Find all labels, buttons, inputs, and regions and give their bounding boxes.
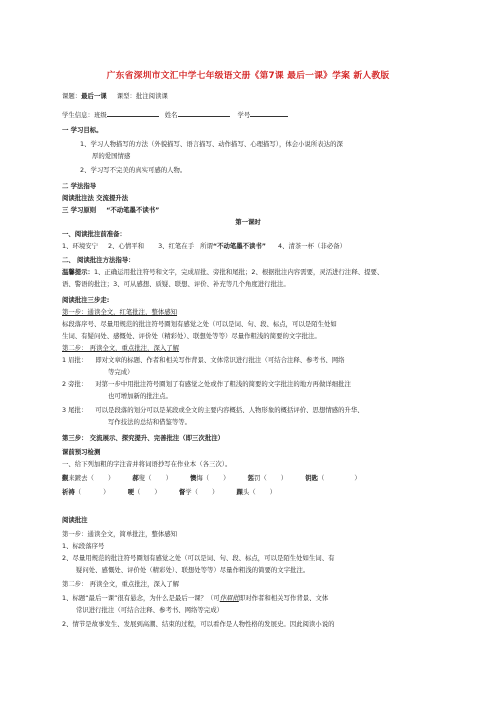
prep-item-4: 4、清茶一杯（非必备）	[278, 242, 346, 250]
review-3	[62, 406, 364, 414]
pinyin-item	[62, 488, 110, 496]
word-rest: 头（	[242, 488, 256, 496]
paren-close: ）	[223, 474, 230, 482]
reading-q1-emph: 作眉批	[219, 594, 239, 602]
reading-heading: 阅读批注	[62, 516, 88, 524]
class-label: 班级	[93, 111, 107, 119]
review-1	[62, 356, 345, 364]
prep-item-1: 1、环境安宁	[62, 242, 99, 250]
word-bold: 督	[178, 488, 186, 496]
word-rest: 来踱去（	[68, 474, 94, 482]
reading-step-1-a: 1、标段落序号	[62, 542, 105, 550]
section-principle-line	[62, 206, 159, 214]
preview-heading: 课前预习检测	[62, 448, 101, 456]
tip-line-2: 语、警语的批注；3、可从感想、质疑、联想、评价、补充等几个角度进行批注。	[62, 280, 290, 288]
pinyin-row-1	[62, 474, 361, 482]
section-principle-heading: 三 学习原则	[62, 206, 97, 214]
name-field[interactable]	[178, 110, 230, 117]
word-bold: 哽	[127, 488, 134, 496]
student-info-label: 学生信息：	[62, 111, 94, 119]
reading-q1	[62, 594, 328, 602]
step-1-line-b: 生词、有疑问处、感慨处、评价处（精彩处）、联想处等等）尽量作粗浅的简要的文字批注。	[62, 332, 321, 340]
step-1-line-a: 标段落序号、尽量用规范的批注符号圈划有感觉之处（可以是词、句、段、标点，可以是陌生处如	[62, 320, 337, 328]
reading-q1-text-a: 1、标题“最后一课”很有悬念，为什么是最后一课？（可	[62, 594, 220, 602]
step-1: 第一步：通读全文，红笔批注，整体感知	[62, 308, 178, 316]
review-2-text-b: 也可增加新的批注点。	[108, 392, 172, 400]
word-bold: 踝	[236, 488, 243, 496]
word-bold: 觐	[62, 474, 69, 482]
lesson-name: 最后一课	[81, 92, 107, 100]
tip-line-1	[62, 268, 383, 276]
tip-label: 温馨提示：	[62, 268, 94, 276]
name-label: 姓名	[164, 111, 178, 119]
prep-saying-label: 所谓	[200, 242, 213, 250]
paren-close: ）	[212, 488, 219, 496]
paren-close: ）	[280, 474, 288, 482]
goal-1-line-b: 厚的爱国情感	[92, 152, 131, 160]
student-info-line	[62, 110, 288, 119]
reading-step-1-b: 2、尽量用规范的批注符号圈划有感觉之处（可以是词、句、段、标点，可以是陌生处如生词、有	[62, 554, 335, 562]
prep-saying: “不动笔墨不读书”	[212, 242, 267, 250]
pinyin-item	[248, 474, 288, 482]
paren-close: ）	[354, 474, 361, 482]
prep-heading: 一、阅读批注前准备：	[62, 230, 126, 238]
word-rest: 悔（	[196, 474, 210, 482]
word-rest: 叟（	[138, 474, 152, 482]
review-2-label: 2 旁批：	[62, 380, 88, 388]
number-field[interactable]	[250, 110, 288, 117]
reading-step-1: 第一步：通读全文，简单批注，整体感知	[62, 530, 178, 538]
preview-question: 一、给下列加粗的字注音并将词语抄写在作业本（各三次）。	[62, 460, 232, 468]
word-bold: 郝	[132, 474, 139, 482]
method-heading: 二、 阅读批注方法指导：	[62, 256, 135, 264]
paren-close: ）	[103, 488, 110, 496]
step-3: 第三步： 交流展示、探究提升、完善批注（即三次批注）	[62, 434, 224, 442]
reading-q2: 2、情节是故事发生、发展到高潮、结束的过程，可以看作是人物性格的发展史。因此阅读小说的	[62, 620, 335, 628]
word-rest: 学（	[185, 488, 198, 496]
review-1-label: 1 眉批：	[62, 356, 88, 364]
lesson-label: 课题：	[62, 92, 82, 100]
tip-text-1: 1、正确运用批注符号和文字，完成眉批、旁批和尾批；2、根据批注内容需要，灵活进行注释、提要、	[93, 268, 384, 276]
pinyin-item	[190, 474, 230, 482]
principle-quote: “不动笔墨不读书”	[106, 206, 160, 214]
document-title: 广东省深圳市文汇中学七年级语文册《第7课 最后一课》学案 新人教版	[106, 71, 390, 81]
number-label: 学号	[237, 111, 251, 119]
word-rest: 罚（	[254, 474, 267, 482]
pinyin-item	[236, 488, 276, 496]
reading-step-1-c: 疑问处、感慨处、评价处（精彩处）、联想处等等）尽量作粗浅的简要的文字批注。	[76, 566, 310, 574]
review-2-text-a: 对第一步中用批注符号圈划了有感觉之处或作了粗浅的简要的文字批注的地方再做详细批注	[95, 380, 351, 388]
hour-1-heading: 第一课时	[235, 218, 261, 226]
review-2	[62, 380, 351, 388]
goal-1-line-a: 1、学习人物描写的方法（外貌描写、语言描写、动作描写、心理描写），体会小说所表达的深	[80, 140, 343, 148]
reading-step-2: 第二步： 再读全文，重点批注，深入了解	[62, 580, 180, 588]
review-3-label: 3 尾批：	[62, 406, 88, 414]
pinyin-item	[132, 474, 172, 482]
pinyin-item	[128, 488, 161, 496]
word-bold: 懊	[190, 474, 197, 482]
paren-close: ）	[154, 488, 161, 496]
prep-item-2: 2、心情平和	[108, 242, 145, 250]
lesson-type-label: 课型：	[116, 92, 136, 100]
section-method-line: 阅读批注法 交流提升法	[62, 194, 129, 202]
step-2: 第二步： 再读全文，重点批注，深入了解	[62, 344, 180, 352]
lesson-type: 批注阅读课	[135, 92, 168, 100]
review-3-text-a: 可以是段落的划分可以是某段或全文的主要内容概括、人物形象的概括评价、思想情感的升华、	[95, 406, 364, 414]
word-bold: 惩	[247, 474, 254, 482]
section-method-heading: 二 学法指导	[62, 182, 97, 190]
class-field[interactable]	[107, 110, 159, 117]
paren-close: ）	[165, 474, 172, 482]
reading-q1-text-c: 常识进行批注（可结合注释、参考书、网络等完成）	[76, 606, 223, 614]
pinyin-item	[62, 474, 114, 482]
word-rest: （	[318, 474, 325, 482]
paren-close: ）	[107, 474, 115, 482]
word-bold: 钥匙	[305, 474, 318, 482]
steps-heading: 阅读批注三步走:	[62, 296, 110, 304]
reading-q1-text-b: 即对作者和相关写作背景、文体	[238, 594, 329, 602]
pinyin-row-2	[62, 488, 276, 496]
pinyin-item	[305, 474, 361, 482]
prep-items	[62, 242, 346, 250]
review-3-text-b: 写作技法的总结和借鉴等等。	[108, 418, 192, 426]
lesson-line	[62, 92, 168, 100]
word-rest: （	[74, 488, 82, 496]
word-bold: 祈祷	[62, 488, 75, 496]
word-rest: （	[134, 488, 141, 496]
paren-close: ）	[269, 488, 276, 496]
pinyin-item	[179, 488, 219, 496]
section-goals-heading: 一 学习目标。	[62, 126, 103, 134]
prep-item-3: 3、红笔在手	[158, 242, 195, 250]
review-1-text-a: 即对文章的标题、作者和相关写作背景、文体常识进行批注（可结合注释、参考书、网络	[95, 356, 345, 364]
review-1-text-b: 等完成）	[108, 368, 134, 376]
goal-2: 2、学习写不完美的真实可感的人物。	[80, 166, 187, 174]
